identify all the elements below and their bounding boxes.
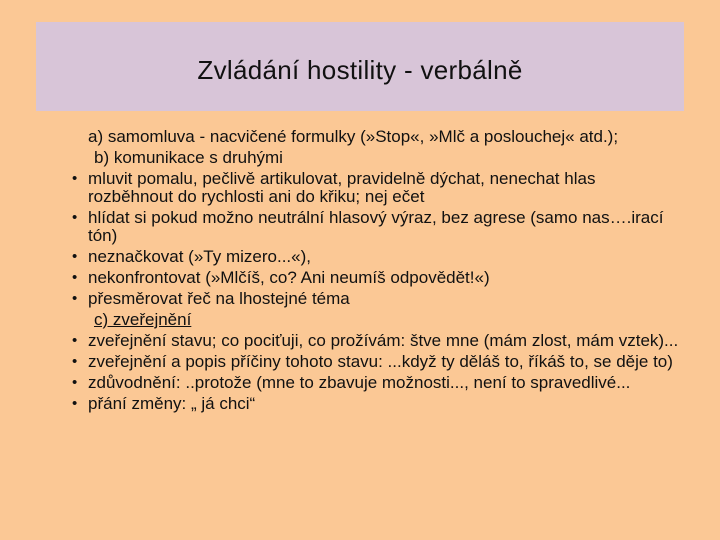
item-samomluva: a) samomluva - nacvičené formulky (»Stop«, »Mlč a poslouchej« atd.); [88, 127, 619, 146]
list-item: • přání změny: „ já chci“ [72, 395, 684, 413]
list-item: • zveřejnění stavu; co pociťuji, co prožívám: štve mne (mám zlost, mám vztek)... [72, 332, 684, 350]
list-item: • hlídat si pokud možno neutrální hlasový výraz, bez agrese (samo nas….irací tón) [72, 209, 684, 245]
list-item: • zveřejnění a popis příčiny tohoto stavu: ...když ty děláš to, říkáš to, se děje to) [72, 353, 684, 371]
list-item: • nekonfrontovat (»Mlčíš, co? Ani neumíš odpovědět!«) [72, 269, 684, 287]
item-komunikace: b) komunikace s druhými [94, 148, 283, 167]
slide-title: Zvládání hostility - verbálně [197, 55, 523, 85]
slide-content [72, 128, 684, 416]
list-item: • neznačkovat (»Ty mizero...«), [72, 248, 684, 266]
list-item: • mluvit pomalu, pečlivě artikulovat, pravidelně dýchat, nenechat hlas rozběhnout do rychlosti ani do křiku; nej ečet [72, 170, 684, 206]
item-zverejneni: c) zveřejnění [94, 310, 192, 329]
list-item: • zdůvodnění: ..protože (mne to zbavuje možnosti..., není to spravedlivé... [72, 374, 684, 392]
list-item: • přesměrovat řeč na lhostejné téma [72, 290, 684, 308]
title-band [36, 22, 684, 111]
